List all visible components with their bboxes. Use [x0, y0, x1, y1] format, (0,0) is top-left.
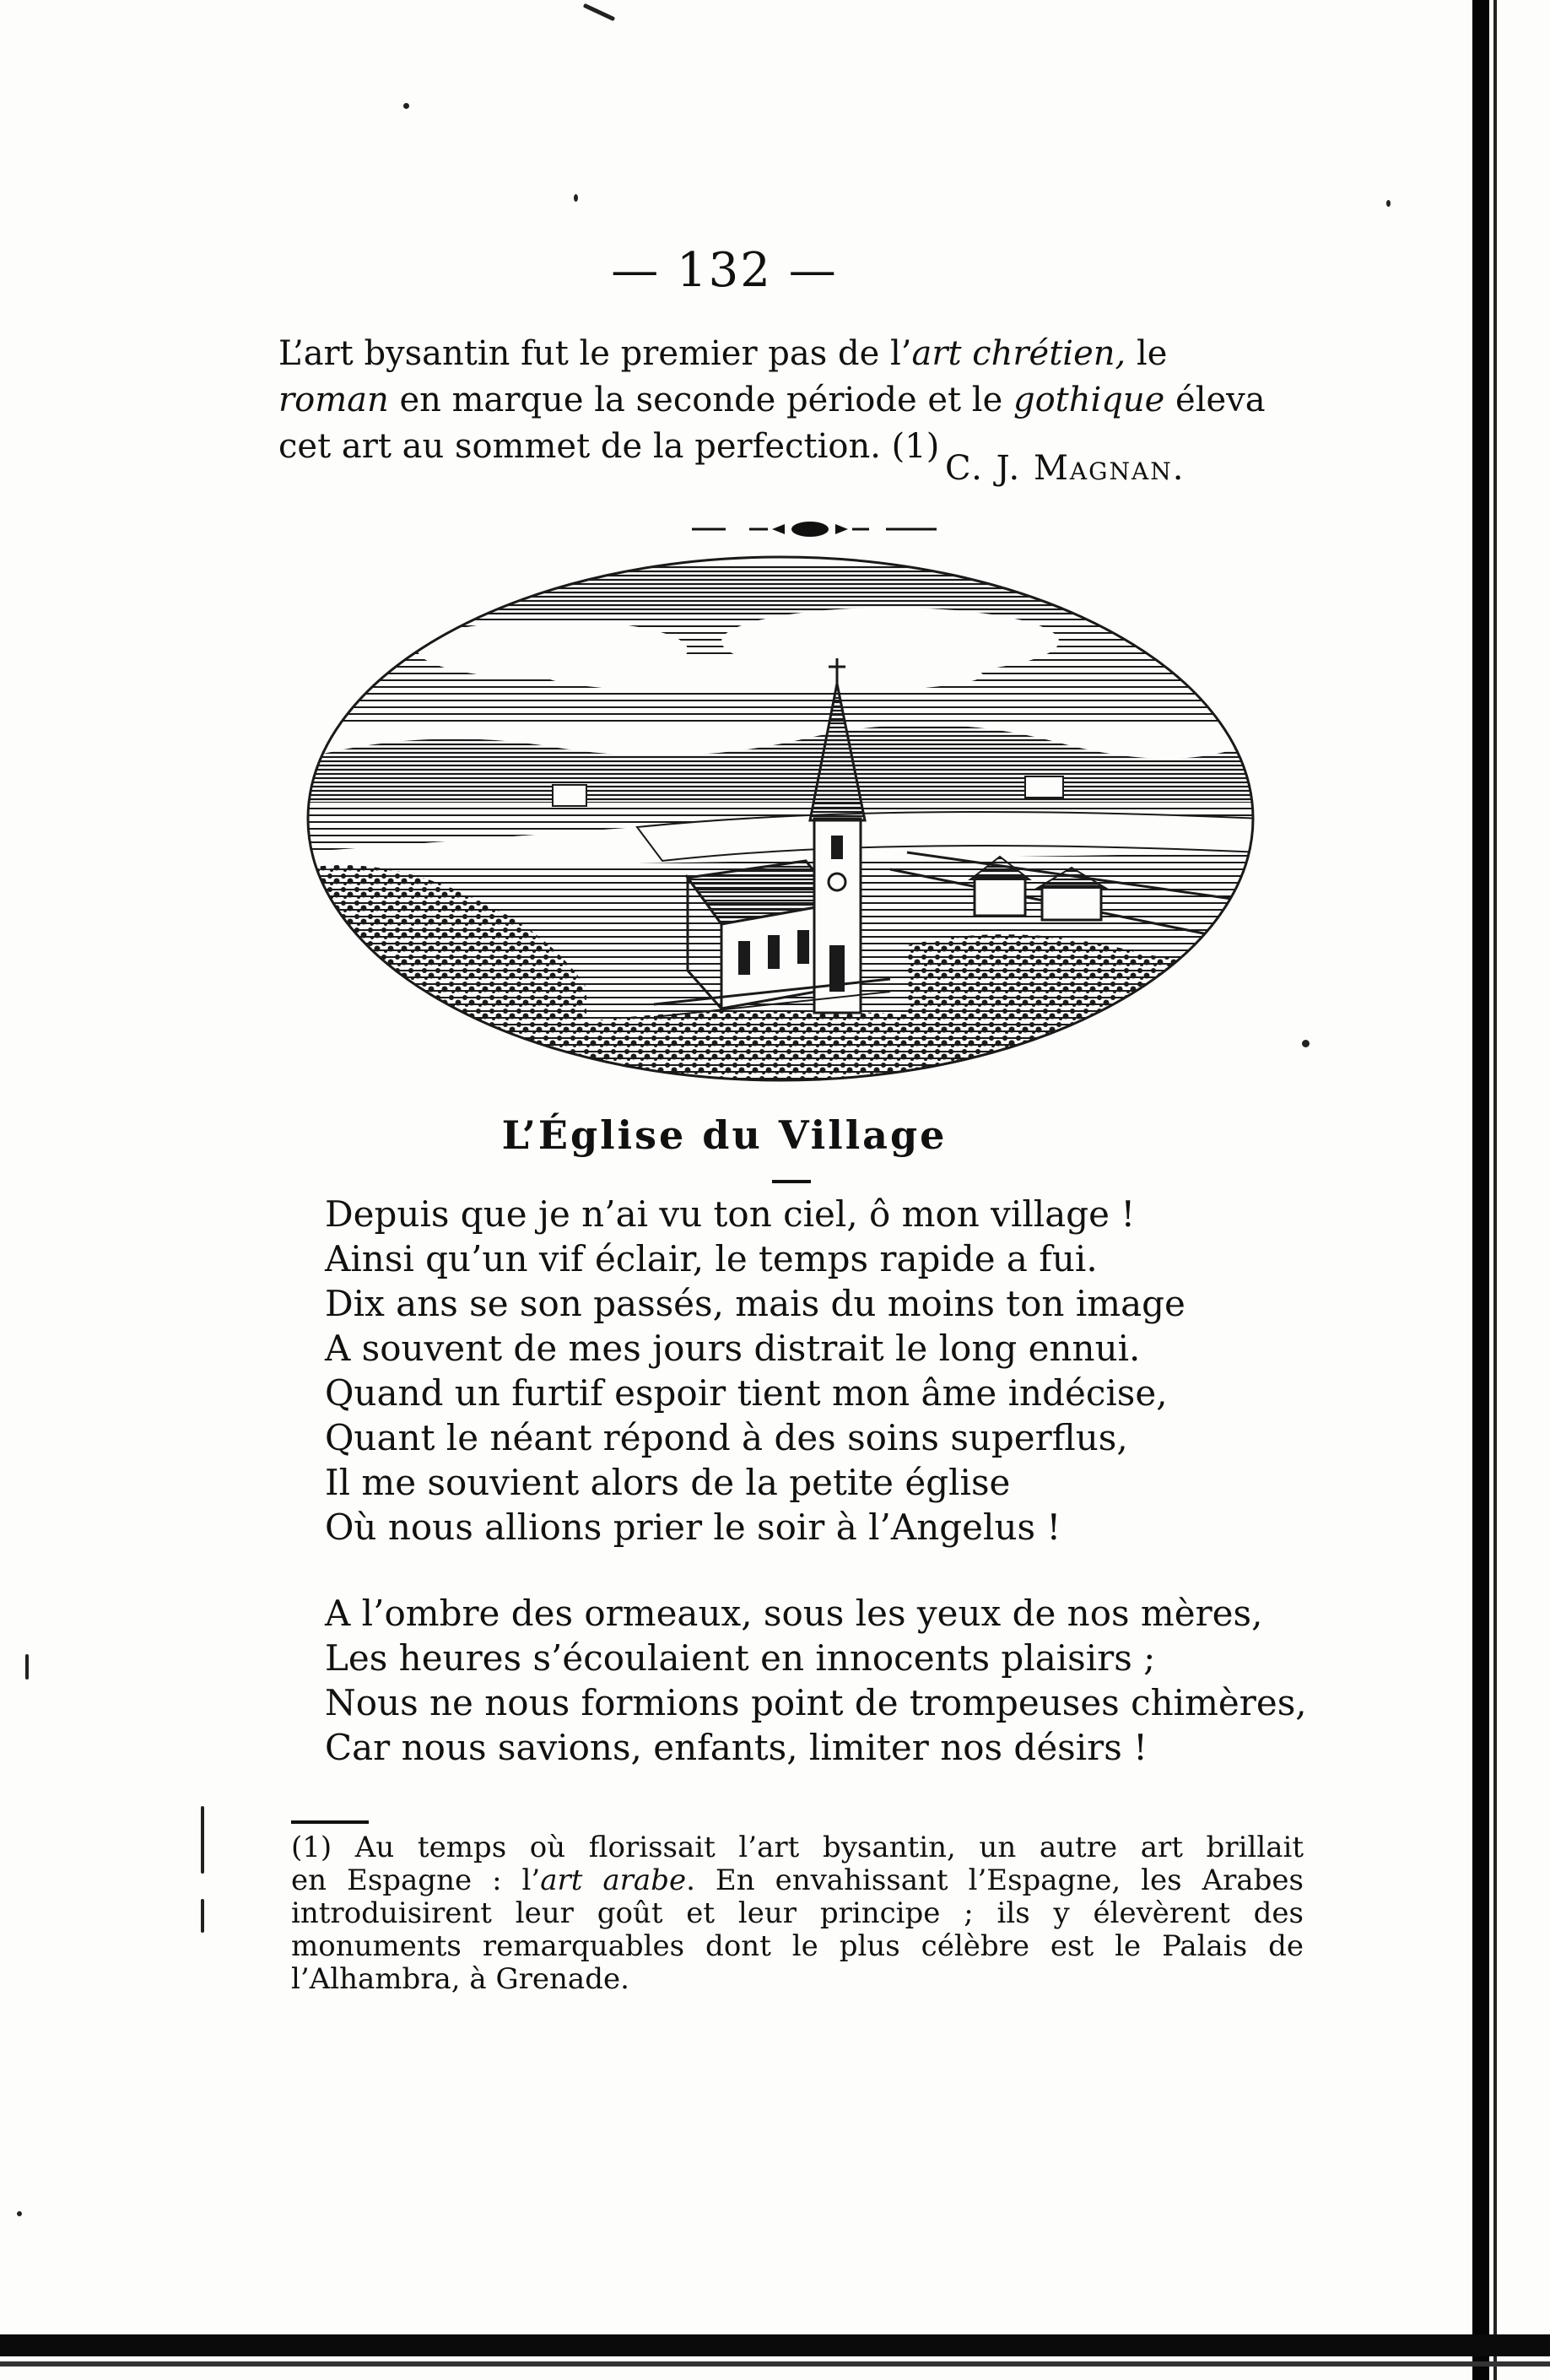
footnote-text: . En envahissant l’Espagne, les Arabes — [686, 1863, 1304, 1897]
footnote-italic-term: art arabe — [540, 1863, 687, 1897]
scan-speck — [574, 194, 578, 202]
distant-house — [1025, 776, 1063, 798]
poem-verse: A souvent de mes jours distrait le long ennui. — [325, 1328, 1141, 1369]
footnote-rule — [291, 1820, 369, 1824]
intro-italic-term: gothique — [1013, 381, 1165, 419]
scan-speck — [583, 3, 615, 21]
footnote-line: monuments remarquables dont le plus célèbre est le Palais de — [291, 1929, 1304, 1963]
author-signature: C. J. Magnan. — [945, 449, 1185, 488]
page-number: — 132 — — [611, 243, 838, 298]
trees-right — [907, 934, 1261, 1089]
section-ornament — [692, 517, 937, 542]
page-edge-rule — [1472, 0, 1489, 2380]
intro-text: L’art bysantin fut le premier pas de l’ — [278, 334, 912, 373]
intro-line-2 — [278, 377, 1316, 424]
distant-house — [553, 785, 586, 806]
footnote-text: en Espagne : l’ — [291, 1863, 541, 1897]
ornament-arrow — [772, 524, 785, 534]
belfry-opening — [831, 836, 843, 859]
poem-verse: Dix ans se son passés, mais du moins ton image — [325, 1283, 1185, 1324]
poem-verse: Il me souvient alors de la petite église — [325, 1462, 1011, 1503]
bottom-edge-thin-rule — [0, 2361, 1550, 2366]
scan-speck — [1386, 200, 1391, 207]
scan-speck — [17, 2211, 22, 2216]
intro-line-1 — [278, 331, 1316, 377]
title-dash — [772, 1180, 811, 1183]
scan-speck — [1302, 1040, 1310, 1047]
sky-hatching — [300, 565, 1261, 616]
bottom-edge-rule — [0, 2334, 1550, 2356]
ornament-arrow — [835, 524, 848, 534]
poem-verse: A l’ombre des ormeaux, sous les yeux de nos mères, — [325, 1593, 1263, 1634]
trees-bottom — [586, 1010, 1059, 1089]
poem-verse: Quand un furtif espoir tient mon âme indécise, — [325, 1372, 1168, 1414]
poem-stanza-2 — [325, 1591, 1337, 1770]
footnote-line: introduisirent leur goût et leur principe ; ils y élevèrent des — [291, 1896, 1304, 1930]
poem-verse: Depuis que je n’ai vu ton ciel, ô mon village ! — [325, 1193, 1136, 1235]
poem-verse: Car nous savions, enfants, limiter nos désirs ! — [325, 1727, 1148, 1768]
footnote-line: l’Alhambra, à Grenade. — [291, 1962, 629, 1996]
house — [1042, 886, 1101, 920]
footnote-line — [291, 1864, 1304, 1897]
intro-italic-term: art chrétien, — [911, 334, 1126, 373]
church-window — [738, 941, 750, 975]
intro-text: le — [1126, 334, 1168, 373]
house — [975, 878, 1025, 916]
horizon-hatching — [300, 692, 1261, 726]
ornament-diamond — [791, 522, 829, 537]
poem-verse: Nous ne nous formions point de trompeuses chimères, — [325, 1682, 1307, 1723]
scan-speck — [201, 1899, 204, 1933]
poem-verse: Ainsi qu’un vif éclair, le temps rapide a fui. — [325, 1238, 1098, 1279]
church-village-engraving — [300, 549, 1261, 1089]
intro-line-3: cet art au sommet de la perfection. (1) — [278, 427, 940, 466]
church-window — [797, 930, 809, 964]
church-window — [768, 935, 780, 969]
scan-speck — [201, 1806, 204, 1874]
poem-verse: Quant le néant répond à des soins superflus, — [325, 1417, 1128, 1458]
engraving-scene — [300, 549, 1261, 1089]
page-edge-thin-rule — [1493, 0, 1497, 2380]
poem-title: L’Église du Village — [501, 1112, 948, 1158]
intro-italic-term: roman — [278, 381, 389, 419]
poem-verse: Les heures s’écoulaient en innocents plaisirs ; — [325, 1637, 1156, 1679]
scan-speck — [25, 1654, 29, 1680]
intro-text: en marque la seconde période et le — [388, 381, 1013, 419]
cloud — [544, 657, 983, 694]
tower-clock — [829, 874, 845, 890]
footnote-line: (1) Au temps où florissait l’art bysantin, un autre art brillait — [291, 1831, 1304, 1864]
scan-speck — [403, 103, 409, 109]
poem-stanza-1 — [325, 1192, 1337, 1550]
intro-text: éleva — [1164, 381, 1266, 419]
footnote — [291, 1831, 1304, 1996]
poem-verse: Où nous allions prier le soir à l’Angelus ! — [325, 1506, 1061, 1548]
